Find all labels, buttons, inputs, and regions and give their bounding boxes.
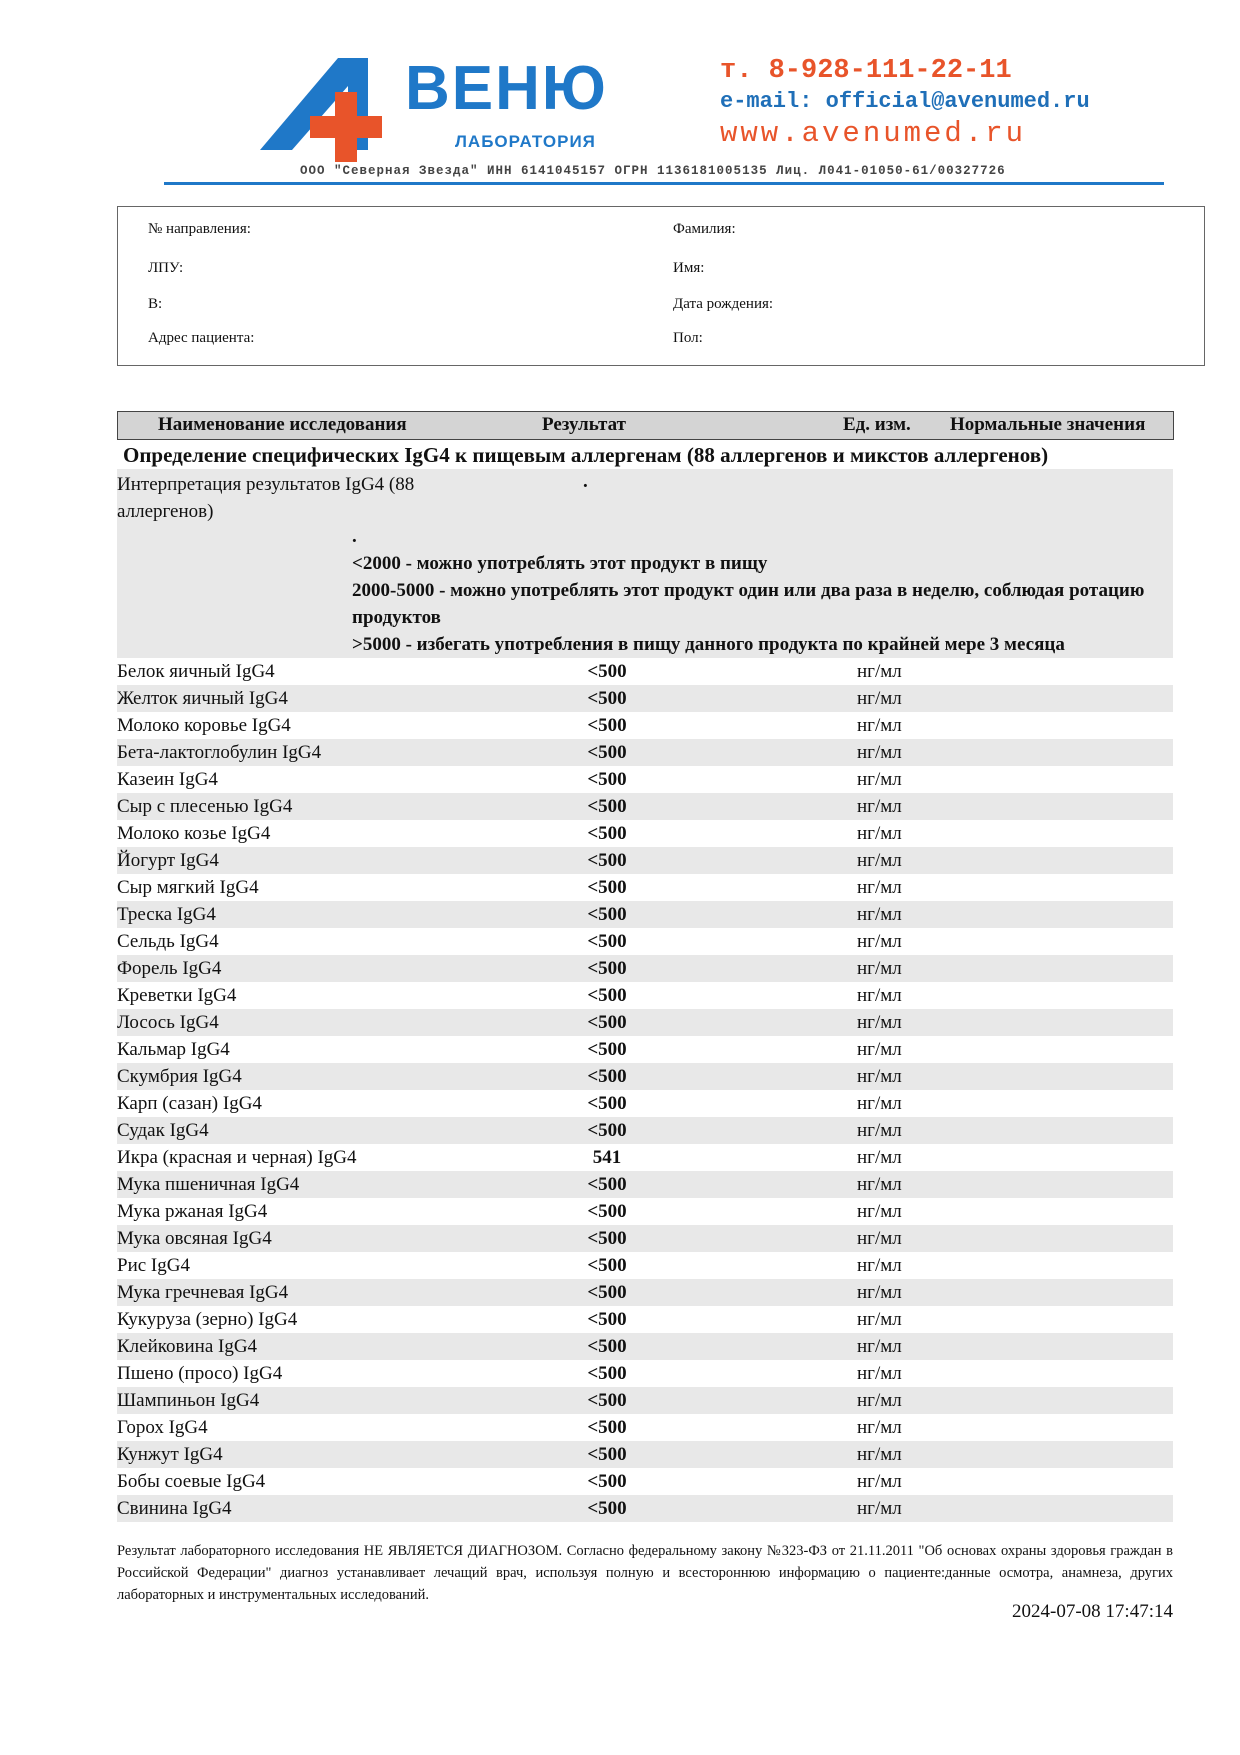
interpretation-name: Интерпретация результатов IgG4 (88 аллергенов) (117, 474, 415, 522)
test-name: Форель IgG4 (117, 958, 222, 979)
table-row (117, 928, 1173, 955)
test-result: <500 (587, 1444, 627, 1465)
field-v: В: (148, 296, 163, 312)
test-unit: нг/мл (857, 850, 902, 871)
test-result: <500 (587, 1201, 627, 1222)
test-unit: нг/мл (857, 1255, 902, 1276)
test-unit: нг/мл (857, 1228, 902, 1249)
test-result: <500 (587, 1336, 627, 1357)
test-result: <500 (587, 1498, 627, 1519)
disclaimer-note: Результат лабораторного исследования НЕ ЯВЛЯЕТСЯ ДИАГНОЗОМ. Согласно федеральному закону №323-ФЗ от 21.11.2011 "Об основах охраны здоровья граждан в Российской Федерации" диагноз устанавливает лечащий врач, используя полную и всестороннюю информацию о пациенте:данные осмотра, анамнеза, других лабораторных и инструментальных исследований. (117, 1543, 1173, 1603)
test-name: Сыр мягкий IgG4 (117, 877, 259, 898)
test-result: <500 (587, 823, 627, 844)
test-name: Горох IgG4 (117, 1417, 208, 1438)
test-result: <500 (587, 661, 627, 682)
logo-subtitle: ЛАБОРАТОРИЯ (455, 132, 596, 151)
table-row (117, 847, 1173, 874)
test-name: Судак IgG4 (117, 1120, 209, 1141)
test-unit: нг/мл (857, 1498, 902, 1519)
table-row (117, 1414, 1173, 1441)
field-surname: Фамилия: (673, 221, 736, 237)
table-row (117, 685, 1173, 712)
test-unit: нг/мл (857, 769, 902, 790)
test-unit: нг/мл (857, 1444, 902, 1465)
test-name: Креветки IgG4 (117, 985, 237, 1006)
contact-website: www.avenumed.ru (720, 117, 1027, 150)
test-unit: нг/мл (857, 1174, 902, 1195)
test-result: <500 (587, 1066, 627, 1087)
test-name: Желток яичный IgG4 (117, 688, 288, 709)
test-result: <500 (587, 1228, 627, 1249)
test-name: Шампиньон IgG4 (117, 1390, 260, 1411)
test-result: <500 (587, 1309, 627, 1330)
test-result: <500 (587, 1039, 627, 1060)
table-row (117, 1468, 1173, 1495)
table-row (117, 793, 1173, 820)
test-unit: нг/мл (857, 796, 902, 817)
contacts (720, 54, 1160, 152)
test-name: Сыр с плесенью IgG4 (117, 796, 293, 817)
table-row (117, 901, 1173, 928)
table-row (117, 1441, 1173, 1468)
test-result: <500 (587, 1390, 627, 1411)
test-name: Мука гречневая IgG4 (117, 1282, 289, 1303)
lab-logo (260, 54, 680, 164)
test-unit: нг/мл (857, 688, 902, 709)
test-name: Свинина IgG4 (117, 1498, 232, 1519)
table-row (117, 1171, 1173, 1198)
test-name: Карп (сазан) IgG4 (117, 1093, 262, 1114)
col-result-header: Результат (542, 414, 626, 435)
table-row (117, 1036, 1173, 1063)
test-unit: нг/мл (857, 661, 902, 682)
col-name-header: Наименование исследования (158, 414, 407, 435)
test-name: Пшено (просо) IgG4 (117, 1363, 283, 1384)
test-unit: нг/мл (857, 1363, 902, 1384)
report-timestamp: 2024-07-08 17:47:14 (1012, 1601, 1173, 1622)
test-name: Мука пшеничная IgG4 (117, 1174, 300, 1195)
table-row (117, 1360, 1173, 1387)
test-unit: нг/мл (857, 823, 902, 844)
header-divider (164, 182, 1164, 185)
table-row (117, 1063, 1173, 1090)
interpretation-block (117, 469, 1173, 658)
test-name: Кукуруза (зерно) IgG4 (117, 1309, 298, 1330)
test-name: Клейковина IgG4 (117, 1336, 258, 1357)
table-row (117, 1387, 1173, 1414)
table-row (117, 982, 1173, 1009)
field-referral: № направления: (148, 221, 251, 237)
test-result: <500 (587, 1174, 627, 1195)
test-unit: нг/мл (857, 1282, 902, 1303)
test-result: <500 (587, 1012, 627, 1033)
test-unit: нг/мл (857, 742, 902, 763)
test-name: Икра (красная и черная) IgG4 (117, 1147, 357, 1168)
test-name: Кунжут IgG4 (117, 1444, 223, 1465)
section-title: Определение специфических IgG4 к пищевым аллергенам (88 аллергенов и микстов аллергенов) (123, 443, 1049, 467)
table-row (117, 1333, 1173, 1360)
test-result: 541 (592, 1147, 622, 1168)
test-result: <500 (587, 877, 627, 898)
test-unit: нг/мл (857, 1201, 902, 1222)
field-lpu: ЛПУ: (148, 260, 184, 276)
test-result: <500 (587, 850, 627, 871)
test-name: Молоко коровье IgG4 (117, 715, 291, 736)
table-row (117, 1495, 1173, 1522)
test-unit: нг/мл (857, 1147, 902, 1168)
table-row (117, 1009, 1173, 1036)
test-unit: нг/мл (857, 877, 902, 898)
table-row (117, 712, 1173, 739)
registration-line: ООО "Северная Звезда" ИНН 6141045157 ОГРН 1136181005135 Лиц. Л041-01050-61/00327726 (300, 164, 1006, 178)
test-name: Белок яичный IgG4 (117, 661, 275, 682)
field-birth-date: Дата рождения: (673, 296, 774, 312)
test-result: <500 (587, 1471, 627, 1492)
test-result: <500 (587, 1120, 627, 1141)
test-result: <500 (587, 931, 627, 952)
test-name: Скумбрия IgG4 (117, 1066, 242, 1087)
contact-phone: т. 8-928-111-22-11 (720, 56, 1012, 86)
test-name: Кальмар IgG4 (117, 1039, 230, 1060)
test-unit: нг/мл (857, 1471, 902, 1492)
field-name: Имя: (673, 260, 705, 276)
test-result: <500 (587, 796, 627, 817)
logo-wordmark: ВЕНЮ (405, 54, 608, 123)
test-name: Казеин IgG4 (117, 769, 218, 790)
results-table-header (117, 411, 1174, 440)
test-unit: нг/мл (857, 985, 902, 1006)
test-name: Лосось IgG4 (117, 1012, 219, 1033)
table-row (117, 874, 1173, 901)
test-name: Сельдь IgG4 (117, 931, 219, 952)
table-row (117, 1198, 1173, 1225)
test-unit: нг/мл (857, 904, 902, 925)
test-unit: нг/мл (857, 1417, 902, 1438)
test-result: <500 (587, 958, 627, 979)
test-unit: нг/мл (857, 1012, 902, 1033)
results-table-body (117, 658, 1173, 1522)
field-address: Адрес пациента: (148, 330, 255, 346)
test-result: <500 (587, 1093, 627, 1114)
test-name: Молоко козье IgG4 (117, 823, 271, 844)
interpretation-text (352, 523, 1172, 658)
field-sex: Пол: (673, 330, 703, 346)
test-name: Мука ржаная IgG4 (117, 1201, 268, 1222)
col-unit-header: Ед. изм. (843, 414, 911, 435)
test-result: <500 (587, 1282, 627, 1303)
test-unit: нг/мл (857, 1093, 902, 1114)
table-row (117, 820, 1173, 847)
test-result: <500 (587, 715, 627, 736)
test-result: <500 (587, 904, 627, 925)
interpretation-dot: . (583, 471, 588, 492)
test-result: <500 (587, 742, 627, 763)
test-name: Бобы соевые IgG4 (117, 1471, 266, 1492)
test-unit: нг/мл (857, 958, 902, 979)
test-name: Йогурт IgG4 (117, 850, 219, 871)
table-row (117, 1090, 1173, 1117)
patient-info-box (117, 206, 1205, 366)
test-unit: нг/мл (857, 1120, 902, 1141)
table-row (117, 658, 1173, 685)
table-row (117, 955, 1173, 982)
test-unit: нг/мл (857, 1390, 902, 1411)
contact-email: e-mail: official@avenumed.ru (720, 89, 1090, 114)
test-result: <500 (587, 985, 627, 1006)
table-row (117, 1306, 1173, 1333)
table-row (117, 1117, 1173, 1144)
table-row (117, 1225, 1173, 1252)
test-name: Треска IgG4 (117, 904, 216, 925)
test-name: Рис IgG4 (117, 1255, 190, 1276)
interpretation-dot: . (352, 526, 357, 547)
test-result: <500 (587, 769, 627, 790)
interpretation-line: 2000-5000 - можно употреблять этот продукт один или два раза в неделю, соблюдая ротацию продуктов (352, 580, 1145, 628)
test-result: <500 (587, 688, 627, 709)
table-row (117, 766, 1173, 793)
test-result: <500 (587, 1255, 627, 1276)
test-unit: нг/мл (857, 1309, 902, 1330)
test-unit: нг/мл (857, 1039, 902, 1060)
interpretation-line: >5000 - избегать употребления в пищу данного продукта по крайней мере 3 месяца (352, 634, 1065, 655)
col-norm-header: Нормальные значения (950, 414, 1146, 435)
test-unit: нг/мл (857, 1066, 902, 1087)
letterhead (160, 40, 1170, 192)
test-result: <500 (587, 1363, 627, 1384)
test-unit: нг/мл (857, 715, 902, 736)
test-name: Мука овсяная IgG4 (117, 1228, 272, 1249)
test-name: Бета-лактоглобулин IgG4 (117, 742, 322, 763)
table-row (117, 1279, 1173, 1306)
test-unit: нг/мл (857, 1336, 902, 1357)
logo-mark-icon (260, 54, 410, 164)
table-row (117, 1144, 1173, 1171)
table-row (117, 739, 1173, 766)
interpretation-line: <2000 - можно употреблять этот продукт в пищу (352, 553, 768, 574)
table-row (117, 1252, 1173, 1279)
test-unit: нг/мл (857, 931, 902, 952)
test-result: <500 (587, 1417, 627, 1438)
